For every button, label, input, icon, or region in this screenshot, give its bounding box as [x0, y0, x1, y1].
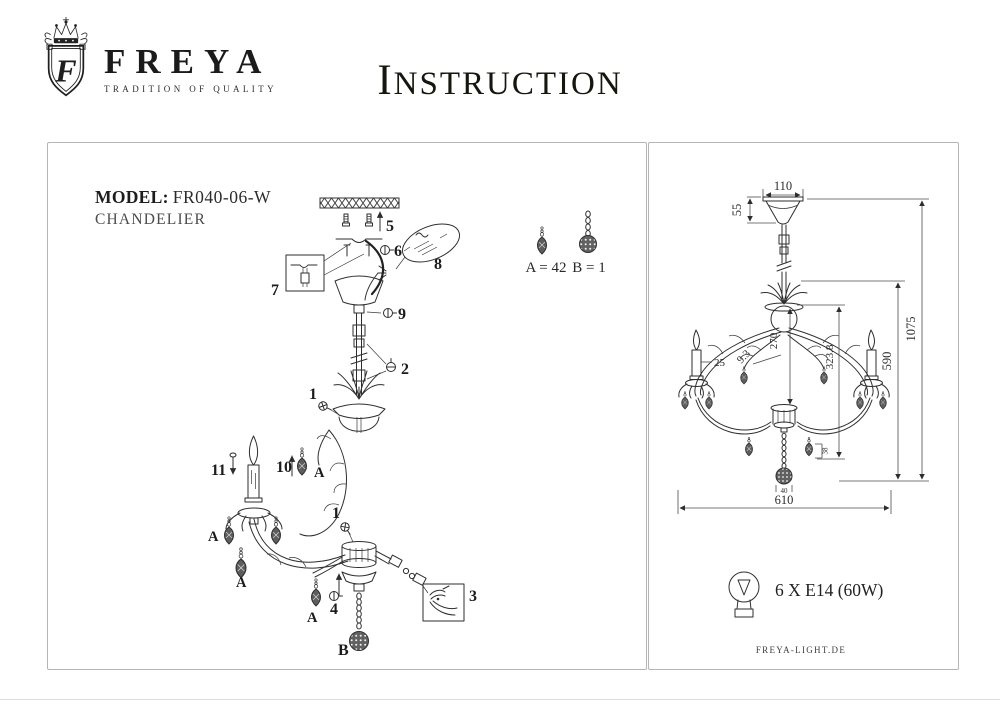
bottom-crystal [805, 437, 812, 455]
wire-connector [365, 241, 386, 300]
stem-drawing [777, 225, 791, 301]
website-text: FREYA-LIGHT.DE [755, 645, 847, 655]
body-top-drawing [761, 283, 807, 332]
step-1-lower-callout [332, 505, 354, 542]
step-7-label: 7 [271, 282, 279, 299]
step-7-callout [271, 243, 364, 299]
step-8-callout [396, 216, 465, 273]
canopy-drawing [730, 179, 803, 224]
step-5-screws [343, 212, 395, 235]
bulb-spec [729, 572, 884, 617]
mark-a: A [307, 610, 318, 626]
mark-b: B [338, 642, 349, 659]
dim-stem-leader [753, 355, 781, 364]
step-8-label: 8 [434, 256, 442, 273]
dim-ball: 40 [780, 487, 788, 495]
model-block [95, 187, 271, 229]
bottom-crystal [745, 437, 752, 455]
dim-stem: 270 [768, 332, 780, 350]
stem-rod [351, 313, 409, 395]
dimensions-panel [648, 142, 959, 670]
parts-legend [526, 211, 606, 276]
width-dimension [678, 490, 891, 514]
step-9-label: 9 [398, 306, 406, 323]
brand-logo [40, 14, 277, 102]
legend-b-count: B = 1 [572, 260, 606, 276]
step-3-label: 3 [469, 588, 477, 605]
candle [245, 436, 262, 502]
candle-arm [249, 519, 348, 568]
vertical-dimensions [797, 199, 929, 481]
left-candle-drawing [679, 330, 714, 409]
step-5-label: 5 [386, 218, 394, 235]
step-9-callout [367, 306, 406, 323]
model-number: FR040-06-W [172, 187, 272, 207]
step-1-label: 1 [332, 505, 340, 522]
step-11-callout [211, 453, 236, 479]
page-bottom-rule [0, 699, 1000, 700]
step-10-label: 10 [276, 459, 292, 476]
dim-width: 610 [774, 493, 794, 507]
step-3-callout [375, 551, 477, 621]
dim-candle-diameter: 25 [714, 357, 725, 369]
bottom-finial [330, 572, 377, 659]
dim-canopy-width: 110 [773, 179, 793, 193]
hub-drawing [771, 405, 797, 485]
brand-name: FREYA [104, 42, 272, 81]
bulb-icon [729, 572, 759, 617]
step-4-label: 4 [330, 601, 338, 618]
step-6-label: 6 [394, 243, 402, 260]
brand-tagline: TRADITION OF QUALITY [104, 84, 277, 94]
assembly-panel [47, 142, 647, 670]
central-hub [342, 542, 376, 568]
mark-a: A [314, 465, 325, 481]
canopy-bell [335, 276, 383, 313]
dim-arm-height: 323.8 [824, 344, 836, 370]
mark-a: A [208, 529, 219, 545]
dim-body-height: 590 [880, 351, 894, 371]
dim-stem-diameter: 9.3 [734, 347, 753, 367]
dim-canopy-height: 55 [730, 203, 744, 217]
ceiling-hatch [320, 198, 399, 208]
dimension-drawing [649, 143, 958, 669]
dim-crystal: 38 [821, 447, 830, 455]
step-10-callout [276, 448, 325, 481]
bulb-spec-text: 6 X E14 (60W) [775, 580, 884, 600]
step-1-label: 1 [309, 386, 317, 403]
body-bowl [339, 417, 379, 433]
page-title: INSTRUCTION [377, 57, 623, 104]
freya-crest-icon [40, 14, 92, 102]
model-label: MODEL: [95, 187, 169, 207]
mark-a: A [236, 575, 247, 591]
dim-total-height: 1075 [904, 316, 918, 342]
step-2-label: 2 [401, 361, 409, 378]
step-11-label: 11 [211, 462, 227, 479]
legend-a-count: A = 42 [525, 260, 567, 276]
crest-monogram: F [55, 52, 77, 89]
body-saucer [333, 404, 385, 419]
product-type: CHANDELIER [95, 211, 207, 228]
leaf-crown [334, 371, 384, 399]
